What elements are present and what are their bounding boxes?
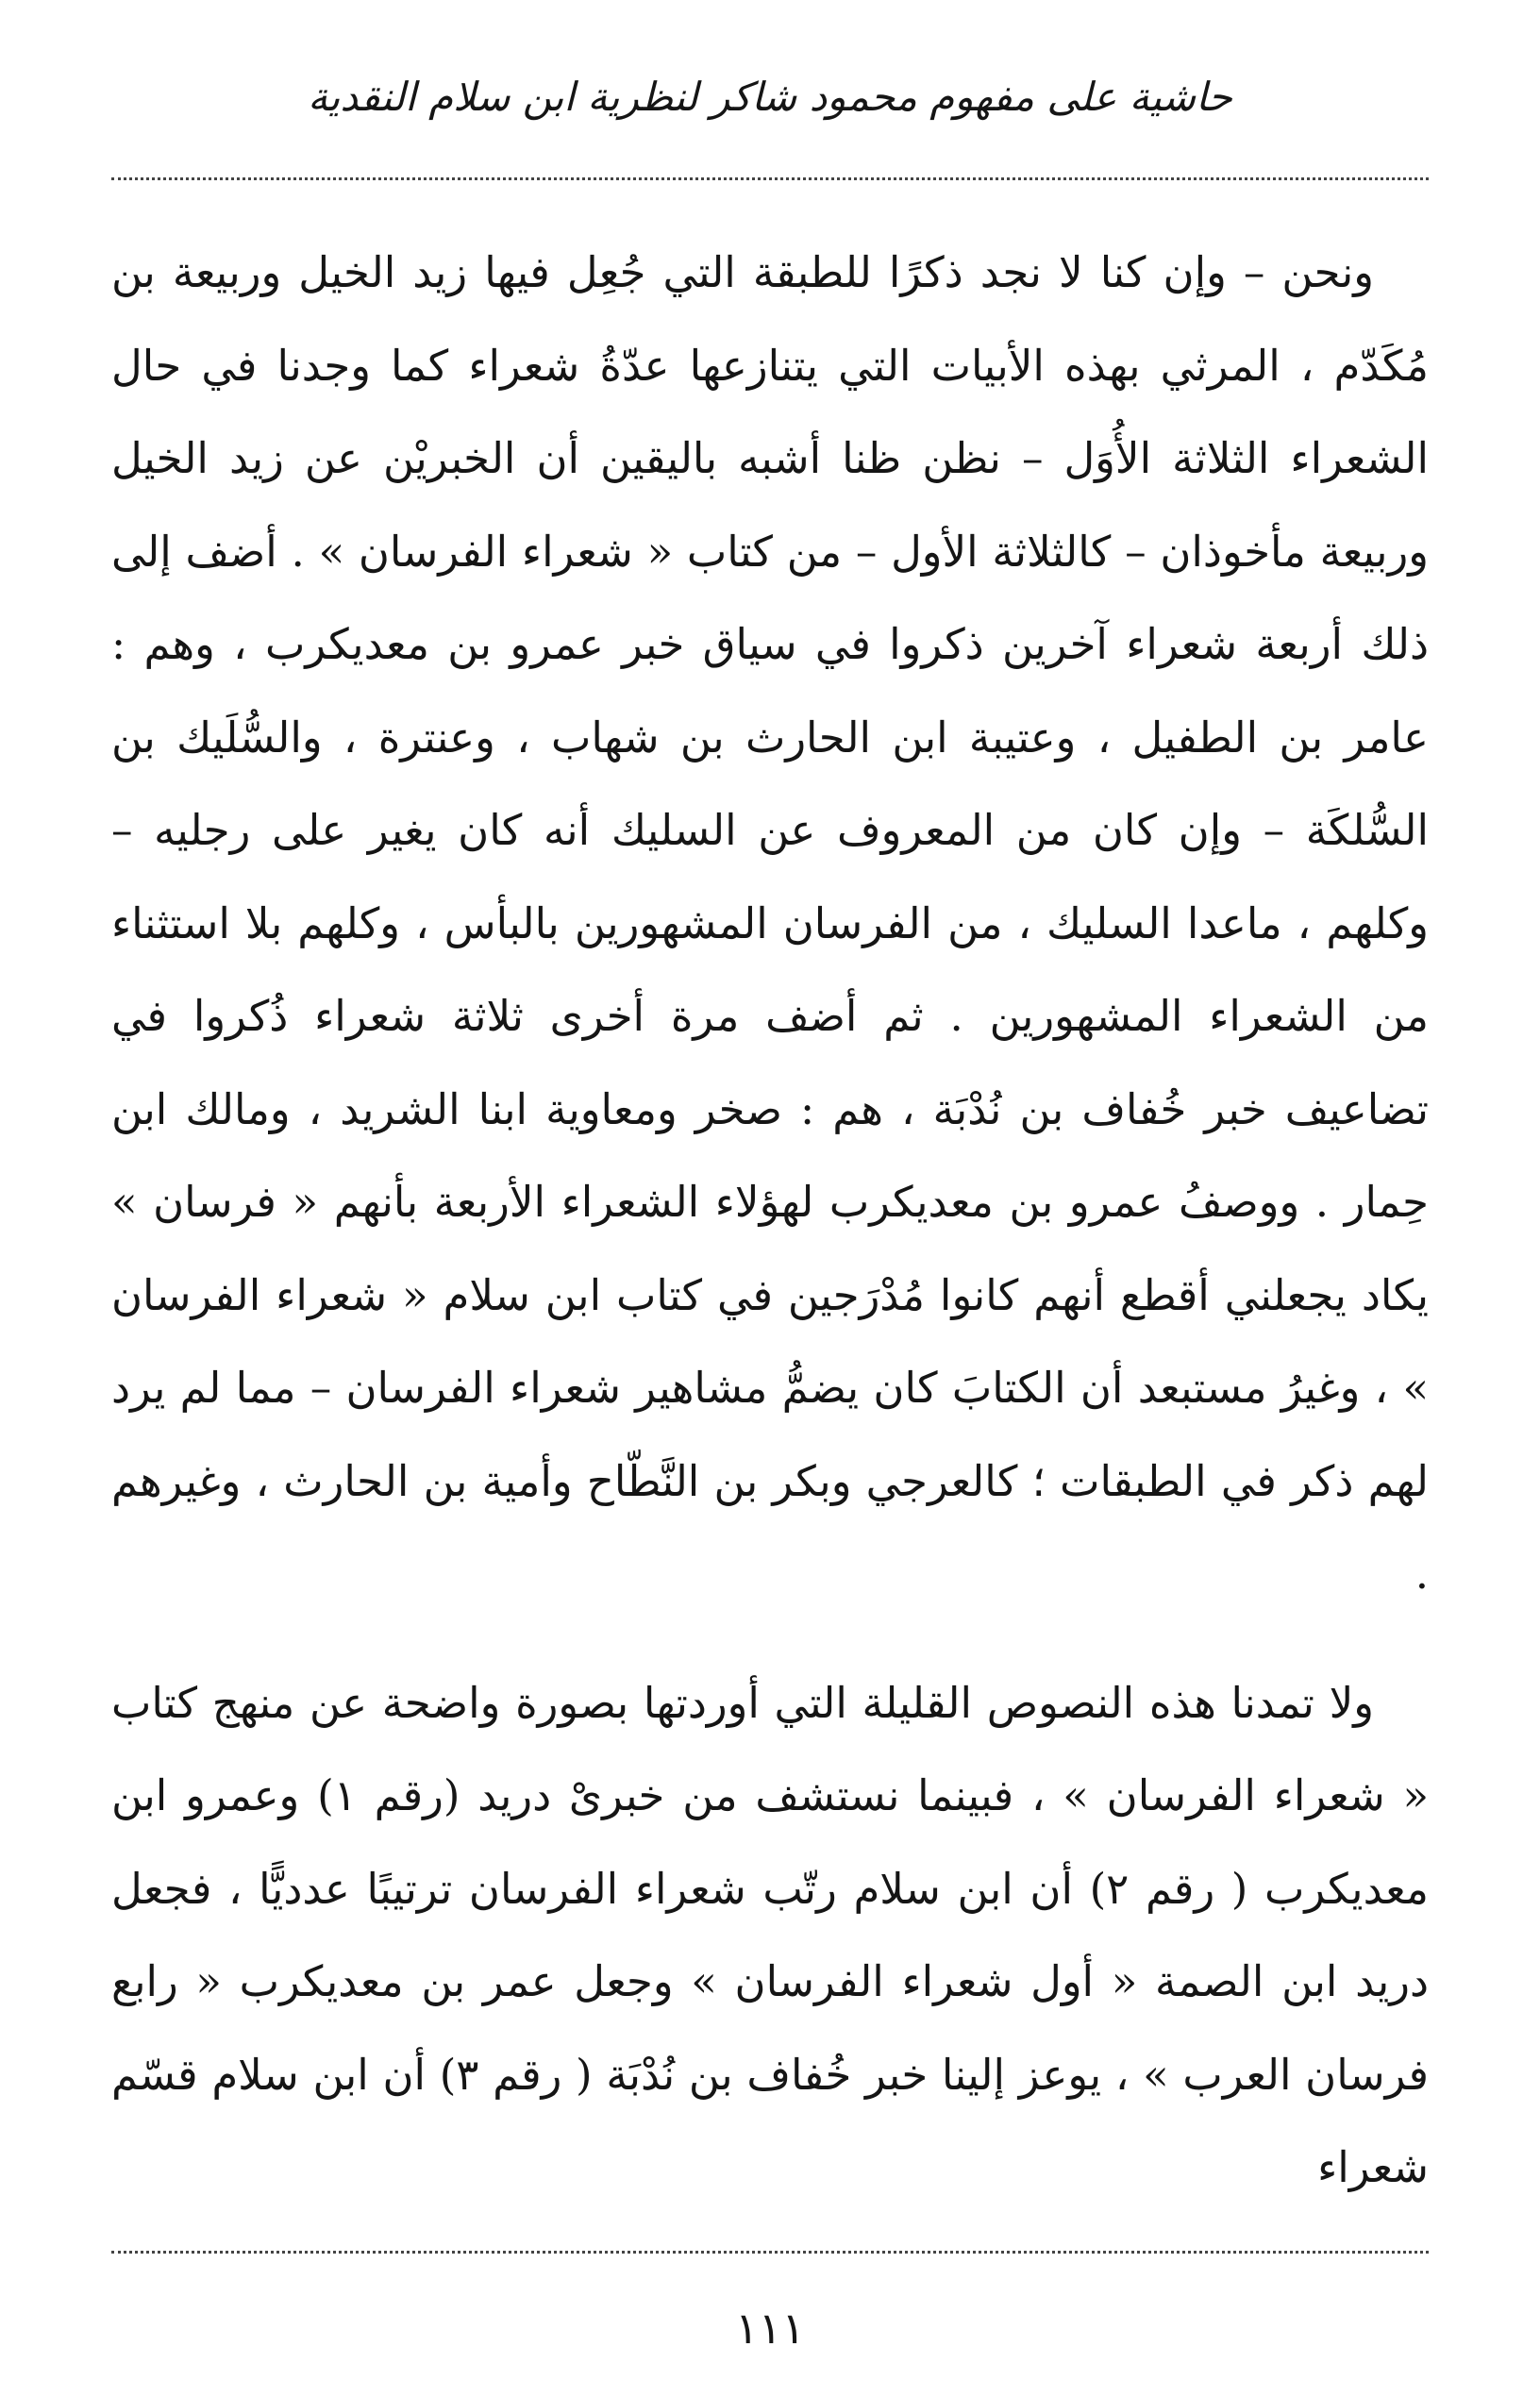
paragraph-1: ونحن – وإن كنا لا نجد ذكرًا للطبقة التي جُعِل فيها زيد الخيل وربيعة بن مُكَدّم ، المرثي بهذه الأبيات التي يتنازعها عدّةُ شعراء كما وجدنا في حال الشعراء الثلاثة الأُوَل – نظن ظنا أشبه باليقين أن الخبريْن عن زيد الخيل وربيعة مأخوذان – كالثلاثة الأول – من كتاب « شعراء الفرسان » . أضف إلى ذلك أربعة شعراء آخرين ذكروا في سياق خبر عمرو بن معديكرب ، وهم : عامر بن الطفيل ، وعتيبة ابن الحارث بن شهاب ، وعنترة ، والسُّلَيك بن السُّلكَة – وإن كان من المعروف عن السليك أنه كان يغير على رجليه – وكلهم ، ماعدا السليك ، من الفرسان المشهورين بالبأس ، وكلهم بلا استثناء من الشعراء المشهورين . ثم أضف مرة أخرى ثلاثة شعراء ذُكروا في تضاعيف خبر خُفاف بن نُدْبَة ، هم : صخر ومعاوية ابنا الشريد ، ومالك ابن حِمار . ووصفُ عمرو بن معديكرب لهؤلاء الشعراء الأربعة بأنهم « فرسان » يكاد يجعلني أقطع أنهم كانوا مُدْرَجين في كتاب ابن سلام « شعراء الفرسان » ، وغيرُ مستبعد أن الكتابَ كان يضمُّ مشاهير شعراء الفرسان – مما لم يرد لهم ذكر في الطبقات ؛ كالعرجي وبكر بن النَّطّاح وأمية بن الحارث ، وغيرهم . (111, 247, 1429, 1599)
body-text (111, 226, 1429, 2215)
header-divider (111, 177, 1429, 180)
paragraph-2: ولا تمدنا هذه النصوص القليلة التي أوردتها بصورة واضحة عن منهج كتاب « شعراء الفرسان » ، فبينما نستشف من خبرىْ دريد (رقم ١) وعمرو ابن معديكرب ( رقم ٢) أن ابن سلام رتّب شعراء الفرسان ترتيبًا عدديًّا ، فجعل دريد ابن الصمة « أول شعراء الفرسان » وجعل عمر بن معديكرب « رابع فرسان العرب » ، يوعز إلينا خبر خُفاف بن نُدْبَة ( رقم ٣) أن ابن سلام قسّم شعراء (111, 1677, 1430, 2192)
page-number: ١١١ (734, 2303, 806, 2354)
running-header: حاشية على مفهوم محمود شاكر لنظرية ابن سلام النقدية (308, 74, 1232, 120)
footer-divider (111, 2251, 1429, 2254)
